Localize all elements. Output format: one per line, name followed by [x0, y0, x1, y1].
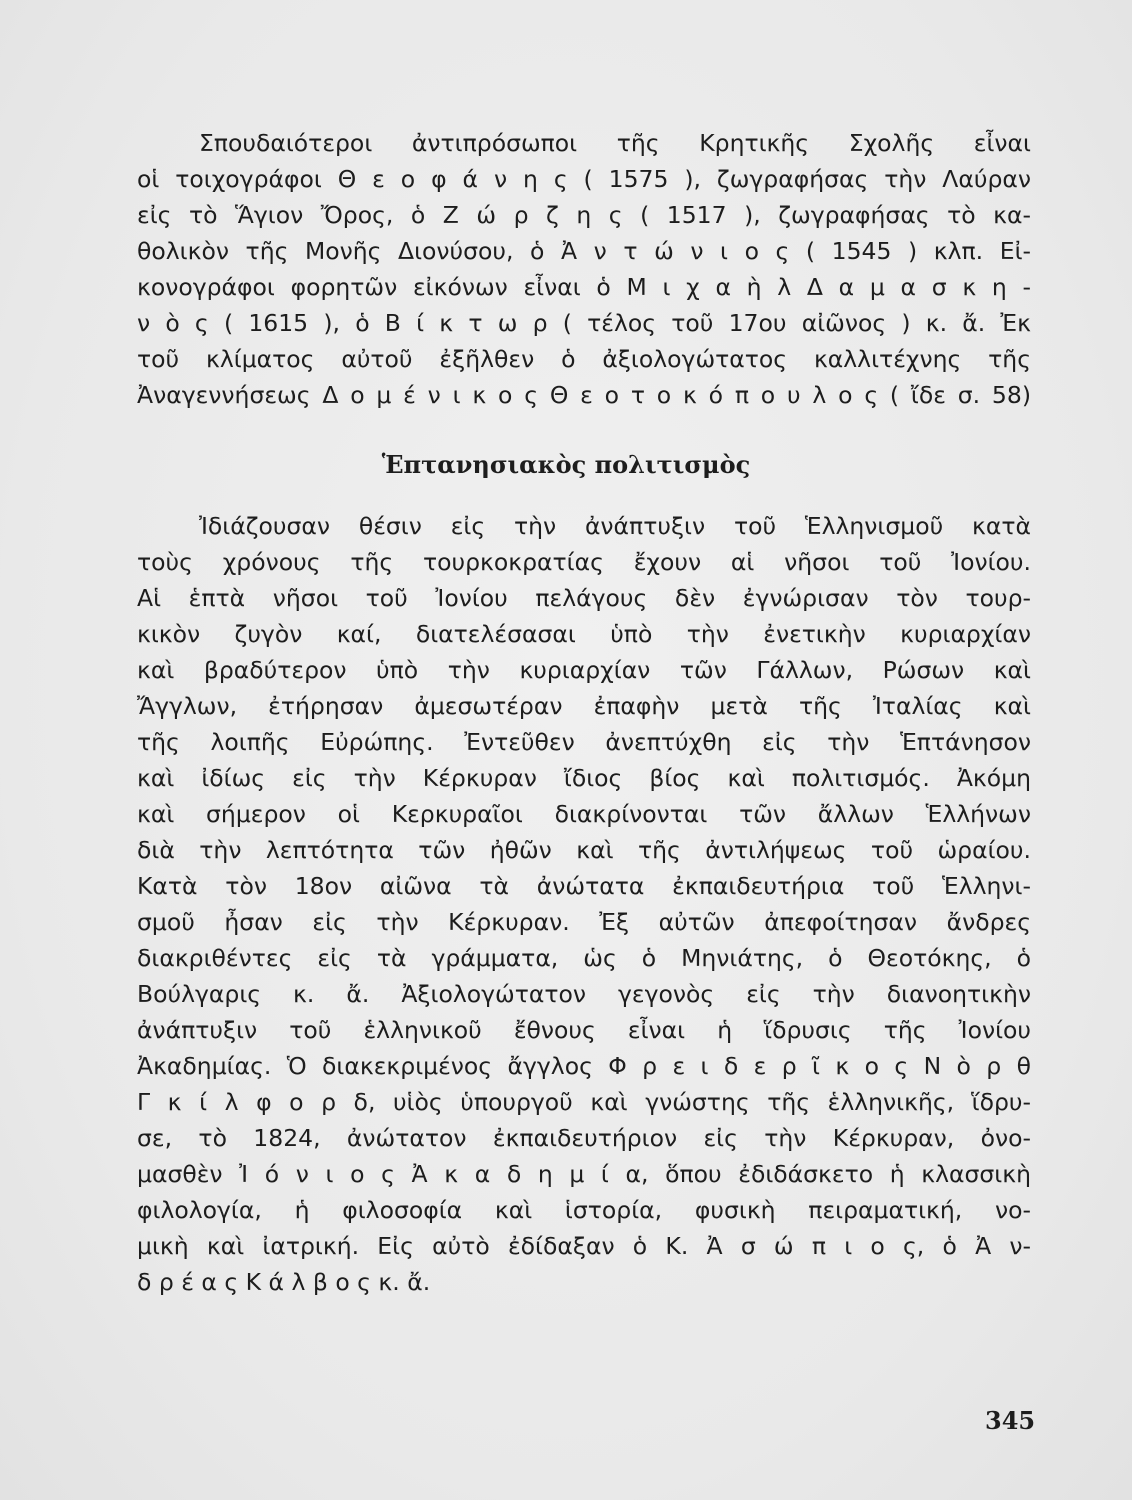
- text-line: σμοῦ ἦσαν εἰς τὴν Κέρκυραν. Ἐξ αὐτῶν ἀπεφοίτησαν ἄνδρες: [137, 908, 1031, 936]
- text-line: μασθὲν Ἰ ό ν ι ο ς Ἀ κ α δ η μ ί α, ὅπου ἐδιδάσκετο ἡ κλασσικὴ: [137, 1160, 1031, 1188]
- page-number: 345: [985, 1406, 1036, 1435]
- text-line: ν ὸ ς ( 1615 ), ὁ Β ί κ τ ω ρ ( τέλος τοῦ 17ου αἰῶνος ) κ. ἄ. Ἐκ: [137, 309, 1031, 337]
- text-line: θολικὸν τῆς Μονῆς Διονύσου, ὁ Ἀ ν τ ώ ν ι ο ς ( 1545 ) κλπ. Εἰ-: [137, 237, 1031, 265]
- text-line: δ ρ έ α ς Κ ά λ β ο ς κ. ἄ.: [137, 1268, 431, 1296]
- text-line: τοὺς χρόνους τῆς τουρκοκρατίας ἔχουν αἱ νῆσοι τοῦ Ἰονίου.: [137, 548, 1031, 576]
- text-line: Σπουδαιότεροι ἀντιπρόσωποι τῆς Κρητικῆς Σχολῆς εἶναι: [199, 129, 1031, 157]
- text-line: καὶ σήμερον οἱ Κερκυραῖοι διακρίνονται τῶν ἄλλων Ἑλλήνων: [137, 800, 1031, 828]
- text-line: σε, τὸ 1824, ἀνώτατον ἐκπαιδευτήριον εἰς τὴν Κέρκυραν, ὀνο-: [137, 1124, 1031, 1152]
- text-line: καὶ βραδύτερον ὑπὸ τὴν κυριαρχίαν τῶν Γάλλων, Ρώσων καὶ: [137, 656, 1031, 684]
- text-line: οἱ τοιχογράφοι Θ ε ο φ ά ν η ς ( 1575 ), ζωγραφήσας τὴν Λαύραν: [137, 165, 1031, 193]
- text-line: κονογράφοι φορητῶν εἰκόνων εἶναι ὁ Μ ι χ α ὴ λ Δ α μ α σ κ η -: [137, 273, 1031, 301]
- paragraph-heptanesian-culture: [137, 510, 1031, 1296]
- text-line: Βούλγαρις κ. ἄ. Ἀξιολογώτατον γεγονὸς εἰς τὴν διανοητικὴν: [137, 980, 1031, 1008]
- text-line: διακριθέντες εἰς τὰ γράμματα, ὡς ὁ Μηνιάτης, ὁ Θεοτόκης, ὁ: [137, 944, 1031, 972]
- text-line: φιλολογία, ἡ φιλοσοφία καὶ ἱστορία, φυσικὴ πειραματική, νο-: [137, 1196, 1031, 1224]
- text-line: διὰ τὴν λεπτότητα τῶν ἠθῶν καὶ τῆς ἀντιλήψεως τοῦ ὡραίου.: [137, 836, 1031, 864]
- section-heading: Ἑπτανησιακὸς πολιτισμὸς: [381, 450, 751, 479]
- text-line: κικὸν ζυγὸν καί, διατελέσασαι ὑπὸ τὴν ἐνετικὴν κυριαρχίαν: [137, 620, 1031, 648]
- text-line: εἰς τὸ Ἅγιον Ὄρος, ὁ Ζ ώ ρ ζ η ς ( 1517 ), ζωγραφήσας τὸ κα-: [137, 201, 1031, 229]
- text-line: τῆς λοιπῆς Εὐρώπης. Ἐντεῦθεν ἀνεπτύχθη εἰς τὴν Ἑπτάνησον: [137, 728, 1031, 756]
- text-line: καὶ ἰδίως εἰς τὴν Κέρκυραν ἴδιος βίος καὶ πολιτισμός. Ἀκόμη: [137, 764, 1031, 792]
- text-line: Ἄγγλων, ἐτήρησαν ἀμεσωτέραν ἐπαφὴν μετὰ τῆς Ἰταλίας καὶ: [137, 692, 1031, 720]
- text-line: τοῦ κλίματος αὐτοῦ ἐξῆλθεν ὁ ἀξιολογώτατος καλλιτέχνης τῆς: [137, 345, 1031, 373]
- text-line: Αἱ ἑπτὰ νῆσοι τοῦ Ἰονίου πελάγους δὲν ἐγνώρισαν τὸν τουρ-: [137, 584, 1031, 612]
- text-line: Ἀναγεννήσεως Δ ο μ έ ν ι κ ο ς Θ ε ο τ ο κ ό π ο υ λ ο ς ( ἴδε σ. 58): [137, 381, 1031, 409]
- text-line: Γ κ ί λ φ ο ρ δ, υἱὸς ὑπουργοῦ καὶ γνώστης τῆς ἑλληνικῆς, ἵδρυ-: [137, 1088, 1031, 1116]
- text-line: Ἰδιάζουσαν θέσιν εἰς τὴν ἀνάπτυξιν τοῦ Ἑλληνισμοῦ κατὰ: [199, 512, 1031, 540]
- text-line: Ἀκαδημίας. Ὁ διακεκριμένος ἄγγλος Φ ρ ε ι δ ε ρ ῖ κ ο ς Ν ὸ ρ θ: [137, 1052, 1031, 1080]
- paragraph-cretan-school: [137, 127, 1031, 417]
- text-line: ἀνάπτυξιν τοῦ ἑλληνικοῦ ἔθνους εἶναι ἡ ἵδρυσις τῆς Ἰονίου: [137, 1016, 1031, 1044]
- text-line: μικὴ καὶ ἰατρική. Εἰς αὐτὸ ἐδίδαξαν ὁ Κ. Ἀ σ ώ π ι ο ς, ὁ Ἀ ν-: [137, 1232, 1031, 1260]
- text-line: Κατὰ τὸν 18ον αἰῶνα τὰ ἀνώτατα ἐκπαιδευτήρια τοῦ Ἑλληνι-: [137, 872, 1031, 900]
